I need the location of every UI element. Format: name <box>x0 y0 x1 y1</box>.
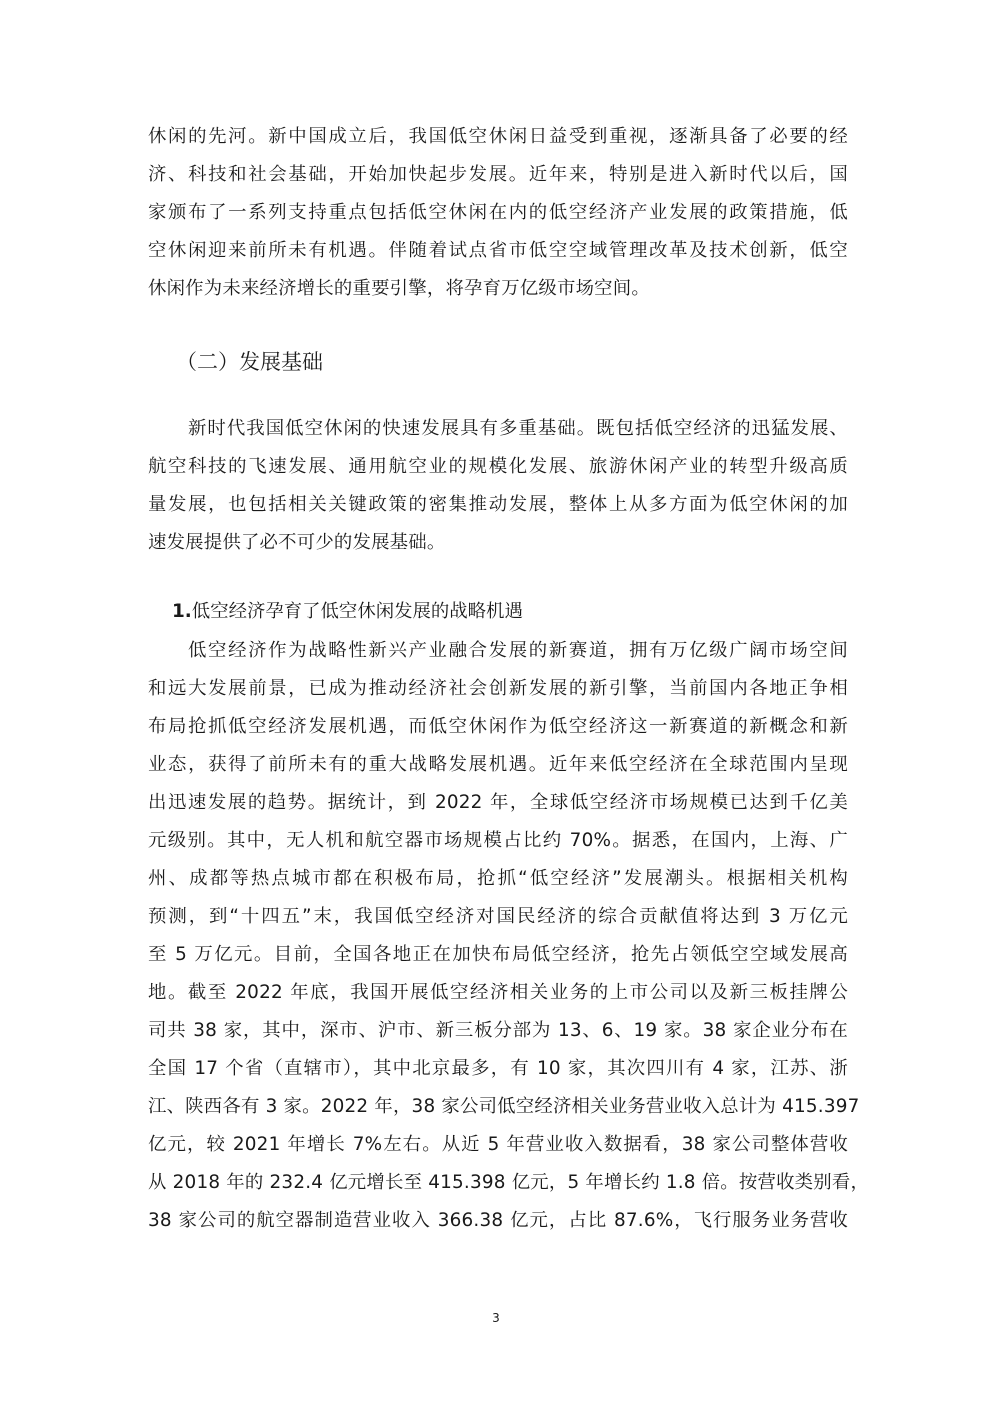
paragraph-line: 元级别。其中，无人机和航空器市场规模占比约 70%。据悉，在国内，上海、广 <box>148 830 848 851</box>
paragraph-line: 司共 38 家，其中，深市、沪市、新三板分部为 13、6、19 家。38 家企业分布在 <box>148 1020 848 1041</box>
paragraph-line: 家颁布了一系列支持重点包括低空休闲在内的低空经济产业发展的政策措施，低 <box>148 202 848 223</box>
paragraph-development-basis <box>148 410 848 562</box>
paragraph-line: 业态，获得了前所未有的重大战略发展机遇。近年来低空经济在全球范围内呈现 <box>148 754 848 775</box>
paragraph-line: 济、科技和社会基础，开始加快起步发展。近年来，特别是进入新时代以后，国 <box>148 164 848 185</box>
paragraph-line: 预测，到“十四五”末，我国低空经济对国民经济的综合贡献值将达到 3 万亿元 <box>148 906 848 927</box>
paragraph-intro-continuation <box>148 118 848 308</box>
paragraph-line: 全国 17 个省（直辖市），其中北京最多，有 10 家，其次四川有 4 家，江苏、浙 <box>148 1058 848 1079</box>
subsection-number: 1. <box>172 601 192 622</box>
paragraph-line: 布局抢抓低空经济发展机遇，而低空休闲作为低空经济这一新赛道的新概念和新 <box>148 716 848 737</box>
paragraph-line: 休闲的先河。新中国成立后，我国低空休闲日益受到重视，逐渐具备了必要的经 <box>148 126 848 147</box>
section-heading: （二）发展基础 <box>176 350 323 374</box>
paragraph-line: 休闲作为未来经济增长的重要引擎，将孕育万亿级市场空间。 <box>148 278 650 299</box>
paragraph-line: 从 2018 年的 232.4 亿元增长至 415.398 亿元，5 年增长约 1.8 倍。按营收类别看， <box>148 1172 870 1193</box>
paragraph-line: 州、成都等热点城市都在积极布局，抢抓“低空经济”发展潮头。根据相关机构 <box>148 868 848 889</box>
paragraph-line: 地。截至 2022 年底，我国开展低空经济相关业务的上市公司以及新三板挂牌公 <box>148 982 848 1003</box>
paragraph-line: 速发展提供了必不可少的发展基础。 <box>148 532 446 553</box>
page-number: 3 <box>492 1311 500 1325</box>
paragraph-line: 量发展，也包括相关关键政策的密集推动发展，整体上从多方面为低空休闲的加 <box>148 494 848 515</box>
paragraph-line: 江、陕西各有 3 家。2022 年，38 家公司低空经济相关业务营业收入总计为 415.397 <box>148 1096 860 1117</box>
paragraph-line: 38 家公司的航空器制造营业收入 366.38 亿元，占比 87.6%，飞行服务业务营收 <box>148 1210 848 1231</box>
paragraph-line: 亿元，较 2021 年增长 7%左右。从近 5 年营业收入数据看，38 家公司整体营收 <box>148 1134 848 1155</box>
paragraph-line: 航空科技的飞速发展、通用航空业的规模化发展、旅游休闲产业的转型升级高质 <box>148 456 848 477</box>
paragraph-low-altitude-economy <box>148 632 870 1240</box>
paragraph-line: 新时代我国低空休闲的快速发展具有多重基础。既包括低空经济的迅猛发展、 <box>188 418 848 439</box>
paragraph-line: 和远大发展前景，已成为推动经济社会创新发展的新引擎，当前国内各地正争相 <box>148 678 848 699</box>
subsection-heading <box>172 594 523 630</box>
subsection-title: 低空经济孕育了低空休闲发展的战略机遇 <box>191 601 523 622</box>
paragraph-line: 空休闲迎来前所未有机遇。伴随着试点省市低空空域管理改革及技术创新，低空 <box>148 240 848 261</box>
paragraph-line: 出迅速发展的趋势。据统计，到 2022 年，全球低空经济市场规模已达到千亿美 <box>148 792 848 813</box>
paragraph-line: 低空经济作为战略性新兴产业融合发展的新赛道，拥有万亿级广阔市场空间 <box>188 640 848 661</box>
paragraph-line: 至 5 万亿元。目前，全国各地正在加快布局低空经济，抢先占领低空空域发展高 <box>148 944 848 965</box>
